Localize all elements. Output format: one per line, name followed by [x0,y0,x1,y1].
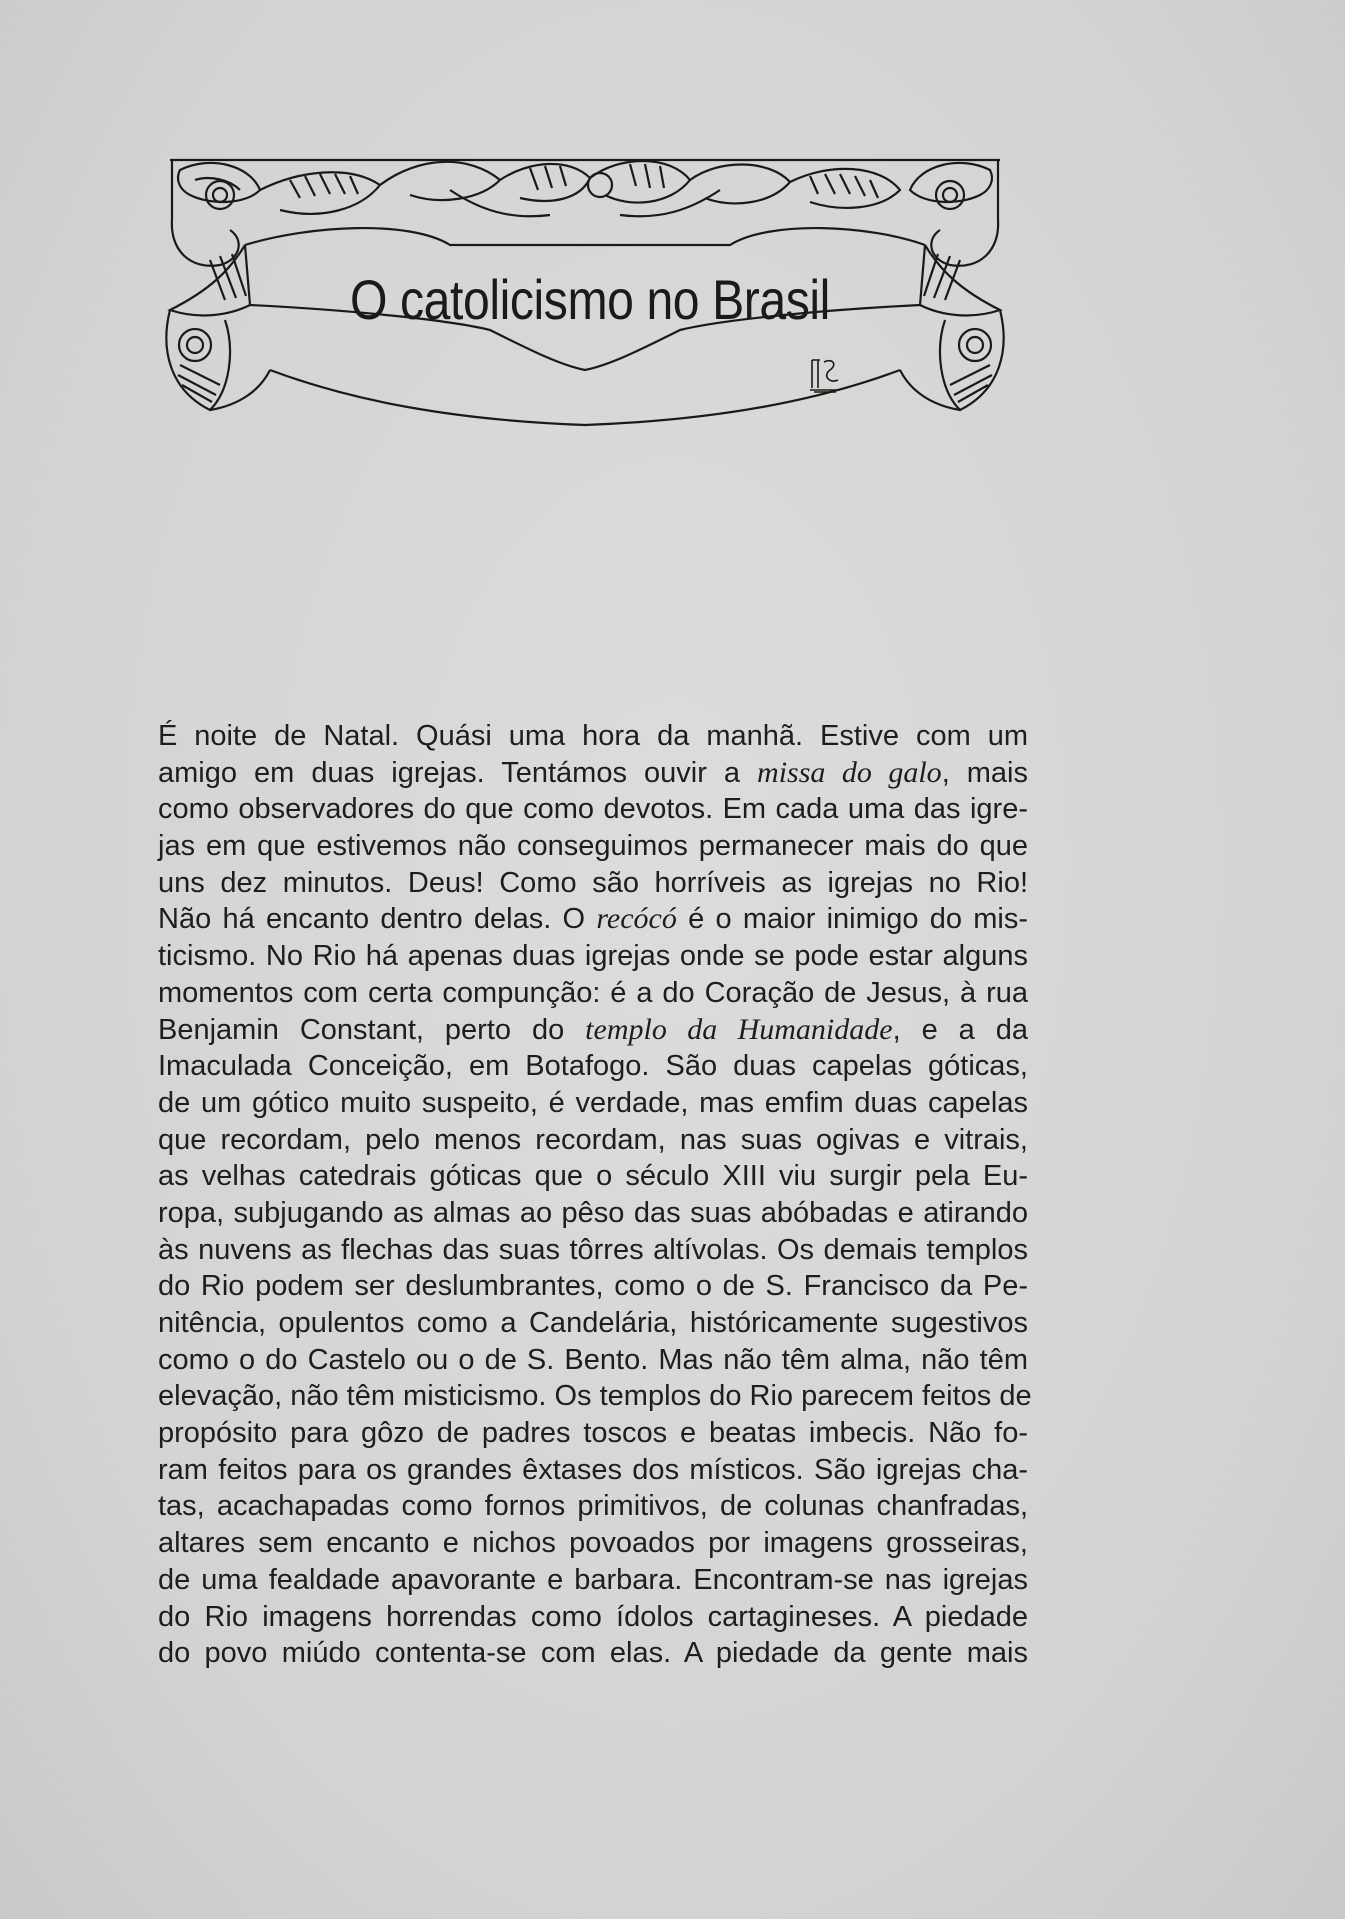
text-run: tas, acachapadas como fornos primitivos, de colunas chanfradas, [158,1490,1028,1523]
text-run: de uma fealdade apavorante e barbara. Encontram-se nas igrejas [158,1563,1028,1596]
text-run: do Rio podem ser deslumbrantes, como o de S. Francisco da Pe- [158,1270,1028,1303]
text-line [158,1158,1028,1195]
text-run: uns dez minutos. Deus! Como são horríveis as igrejas no Rio! [158,866,1028,899]
text-run: as velhas catedrais góticas que o século XIII viu surgir pela Eu- [158,1160,1028,1193]
text-line [158,1012,1028,1049]
italic-text-run: templo da Humanidade [585,1012,893,1046]
text-run: , e a da [892,1013,1028,1046]
text-run: como o do Castelo ou o de S. Bento. Mas não têm alma, não têm [158,1343,1028,1376]
text-line [158,1525,1028,1562]
text-run: elevação, não têm misticismo. Os templos do Rio parecem feitos de [158,1380,1032,1413]
text-run: amigo em duas igrejas. Tentámos ouvir a [158,756,758,789]
text-run: propósito para gôzo de padres toscos e beatas imbecis. Não fo- [158,1417,1028,1450]
text-line [158,1305,1028,1342]
text-line [158,1342,1028,1379]
chapter-title: O catolicismo no Brasil [350,268,830,331]
text-run: de um gótico muito suspeito, é verdade, mas emfim duas capelas [158,1086,1028,1119]
text-line [158,1452,1028,1489]
text-run: que recordam, pelo menos recordam, nas suas ogivas e vitrais, [158,1123,1028,1156]
text-line [158,1488,1028,1525]
text-run: Não há encanto dentro delas. O [158,903,597,936]
text-run: como observadores do que como devotos. Em cada uma das igre- [158,793,1028,826]
italic-text-run: recócó [596,902,677,936]
text-line [158,791,1028,828]
text-line [158,1268,1028,1305]
text-run: é o maior inimigo do mis- [676,903,1028,936]
text-line [158,828,1028,865]
text-run: Imaculada Conceição, em Botafogo. São duas capelas góticas, [158,1050,1028,1083]
text-line [158,1599,1028,1636]
text-run: Benjamin Constant, perto do [158,1013,586,1046]
body-paragraph [158,718,1032,1672]
text-line [158,975,1028,1012]
text-run: altares sem encanto e nichos povoados por imagens grosseiras, [158,1527,1028,1560]
text-run: ticismo. No Rio há apenas duas igrejas onde se pode estar alguns [158,940,1028,973]
text-line [158,755,1028,792]
text-line [158,1378,1032,1415]
text-line [158,1048,1028,1085]
text-line [158,901,1028,938]
monogram-signature-icon [808,354,842,394]
text-run: ram feitos para os grandes êxtases dos místicos. São igrejas cha- [158,1453,1028,1486]
text-line [158,1415,1028,1452]
text-run: momentos com certa compunção: é a do Coração de Jesus, à rua [158,976,1028,1009]
text-line [158,1195,1028,1232]
text-run: às nuvens as flechas das suas tôrres altívolas. Os demais templos [158,1233,1028,1266]
text-run: É noite de Natal. Quási uma hora da manhã. Estive com um [158,720,1028,752]
text-line [158,1562,1028,1599]
italic-text-run: missa do galo [757,755,942,789]
text-run: nitência, opulentos como a Candelária, históricamente sugestivos [158,1307,1028,1339]
text-run: , mais [941,756,1029,789]
text-run: do Rio imagens horrendas como ídolos cartagineses. A piedade [158,1600,1028,1633]
text-line [158,1635,1028,1672]
text-line [158,1085,1028,1122]
text-run: jas em que estivemos não conseguimos permanecer mais do que [158,830,1028,863]
text-line [158,938,1028,975]
text-run: do povo miúdo contenta-se com elas. A piedade da gente mais [158,1637,1028,1670]
text-line [158,718,1028,755]
text-run: ropa, subjugando as almas ao pêso das suas abóbadas e atirando [158,1196,1028,1229]
text-line [158,865,1028,902]
text-line [158,1232,1028,1269]
text-line [158,1122,1028,1159]
